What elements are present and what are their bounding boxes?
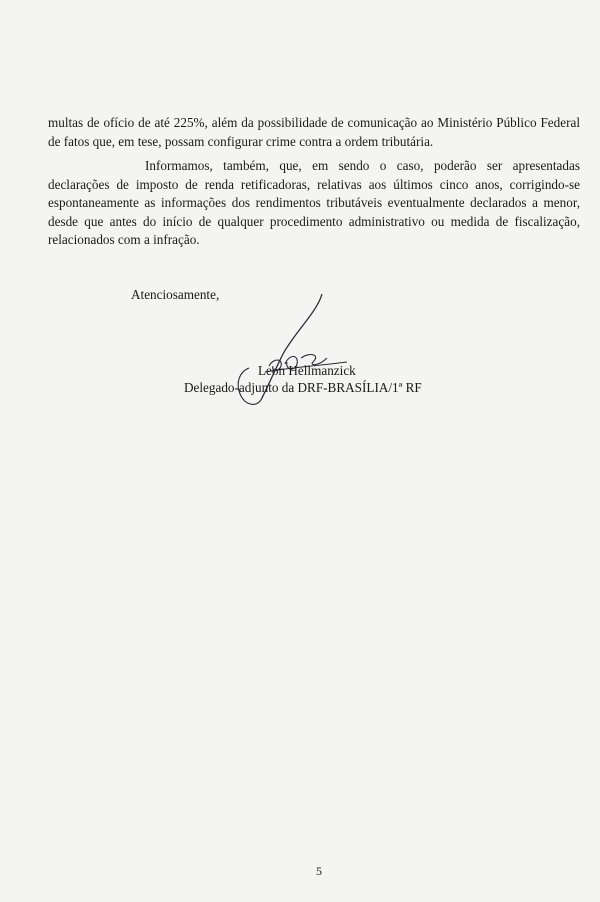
paragraph-2-text: Informamos, também, que, em sendo o caso, poderão ser apresentadas declarações de imposto de renda retificadoras, relativas aos últimos cinco anos, corrigindo-se espontaneamente as informações dos rendimentos tributáveis eventualmente declarados a menor, desde que antes do início de qualquer procedimento administrativo ou medida de fiscalização, relacionados com a infração. (48, 158, 580, 247)
signer-name: Leon Hellmanzick (258, 363, 356, 378)
paragraph-retificadoras (48, 157, 580, 250)
paragraph-1-text: multas de ofício de até 225%, além da possibilidade de comunicação ao Ministério Público Federal de fatos que, em tese, possam configurar crime contra a ordem tributária. (48, 115, 580, 149)
closing-salutation: Atenciosamente, (131, 287, 220, 302)
paragraph-continuation (48, 114, 580, 151)
signer-title: Delegado-adjunto da DRF-BRASÍLIA/1ª RF (184, 380, 422, 395)
page-number: 5 (316, 864, 322, 878)
